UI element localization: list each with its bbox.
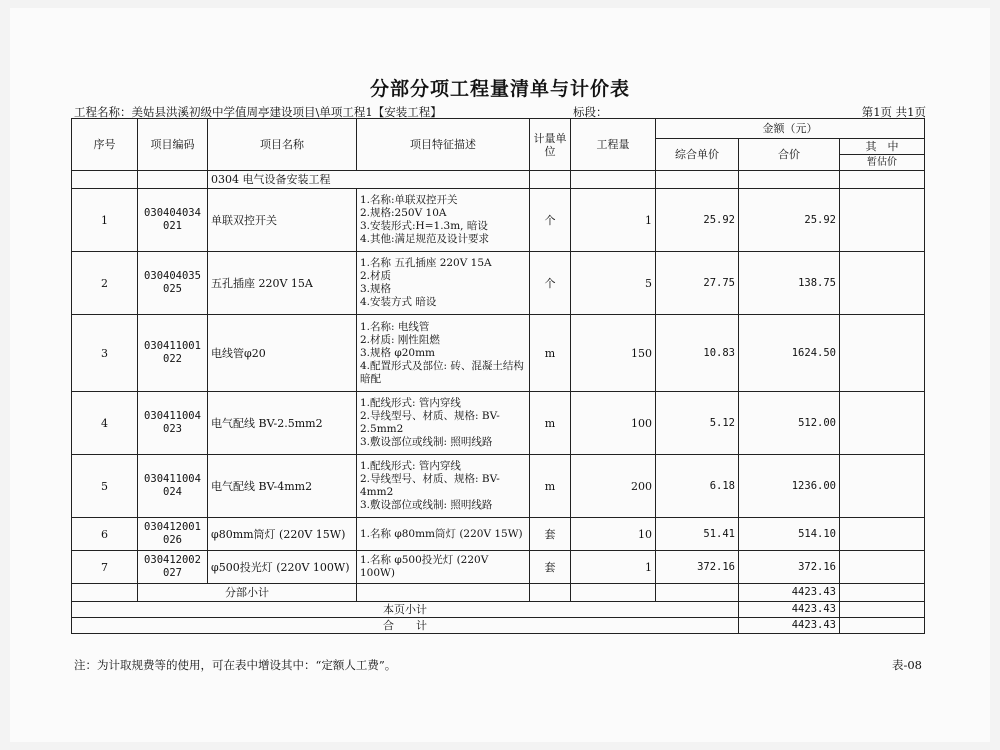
row-name: 电气配线 BV-2.5mm2 [208,392,357,455]
row-total: 1624.50 [739,315,840,392]
row-name: 电线管φ20 [208,315,357,392]
row-total: 1236.00 [739,455,840,518]
section-title: 0304 电气设备安装工程 [208,171,530,189]
row-code: 030411001022 [138,315,208,392]
row-features: 1.名称:单联双控开关 2.规格:250V 10A 3.安装形式:H=1.3m, 暗设 4.其他:满足规范及设计要求 [357,189,530,252]
header-provisional: 暂估价 [840,155,925,171]
row-unit: m [530,455,571,518]
row-features: 1.名称 五孔插座 220V 15A 2.材质 3.规格 4.安装方式 暗设 [357,252,530,315]
row-index: 7 [72,551,138,584]
row-index: 6 [72,518,138,551]
row-unit-price: 372.16 [656,551,739,584]
row-code: 030411004023 [138,392,208,455]
row-unit-price: 6.18 [656,455,739,518]
header-unit: 计量单位 [530,119,571,171]
row-quantity: 10 [571,518,656,551]
row-features: 1.名称: 电线管 2.材质: 刚性阻燃 3.规格 φ20mm 4.配置形式及部位: 砖、混凝土结构暗配 [357,315,530,392]
row-unit-price: 25.92 [656,189,739,252]
header-total: 合价 [739,139,840,171]
row-unit: 套 [530,518,571,551]
subtotal-label: 分部小计 [138,584,357,602]
table-row [72,315,925,392]
row-index: 4 [72,392,138,455]
row-features: 1.配线形式: 管内穿线 2.导线型号、材质、规格: BV-4mm2 3.敷设部位或线制: 照明线路 [357,455,530,518]
footer-note: 注：为计取规费等的使用，可在表中增设其中：“定额人工费”。 [74,658,397,672]
table-row [72,455,925,518]
row-name: 五孔插座 220V 15A [208,252,357,315]
row-unit-price: 5.12 [656,392,739,455]
row-unit: m [530,392,571,455]
header-unit-price: 综合单价 [656,139,739,171]
row-total: 514.10 [739,518,840,551]
row-unit: 个 [530,252,571,315]
row-name: 电气配线 BV-4mm2 [208,455,357,518]
page-subtotal-label: 本页小计 [72,602,739,618]
bill-table [71,118,925,634]
row-index: 1 [72,189,138,252]
row-index: 3 [72,315,138,392]
row-total: 138.75 [739,252,840,315]
row-name: φ500投光灯 (220V 100W) [208,551,357,584]
row-features: 1.配线形式: 管内穿线 2.导线型号、材质、规格: BV-2.5mm2 3.敷设部位或线制: 照明线路 [357,392,530,455]
row-unit-price: 51.41 [656,518,739,551]
project-name: 工程名称：美姑县洪溪初级中学值周亭建设项目\单项工程1【安装工程】 [74,105,442,119]
row-index: 5 [72,455,138,518]
page-number: 第1页 共1页 [861,105,926,119]
row-unit: 个 [530,189,571,252]
form-number: 表-08 [891,658,922,672]
header-code: 项目编码 [138,119,208,171]
table-row [72,551,925,584]
header-of-which: 其 中 [840,139,925,155]
row-quantity: 150 [571,315,656,392]
header-features: 项目特征描述 [357,119,530,171]
header-name: 项目名称 [208,119,357,171]
row-code: 030412002027 [138,551,208,584]
grand-total-label: 合 计 [72,618,739,634]
row-code: 030412001026 [138,518,208,551]
row-index: 2 [72,252,138,315]
header-index: 序号 [72,119,138,171]
row-unit-price: 10.83 [656,315,739,392]
header-amount: 金额（元） [656,119,925,139]
row-features: 1.名称 φ500投光灯 (220V 100W) [357,551,530,584]
page-title: 分部分项工程量清单与计价表 [369,78,630,100]
row-quantity: 100 [571,392,656,455]
row-code: 030411004024 [138,455,208,518]
row-unit-price: 27.75 [656,252,739,315]
page-subtotal-value: 4423.43 [739,602,840,618]
section-label: 标段： [573,105,608,119]
row-quantity: 200 [571,455,656,518]
row-total: 512.00 [739,392,840,455]
row-name: 单联双控开关 [208,189,357,252]
row-features: 1.名称 φ80mm筒灯 (220V 15W) [357,518,530,551]
subtotal-value: 4423.43 [739,584,840,602]
grand-total-value: 4423.43 [739,618,840,634]
row-quantity: 5 [571,252,656,315]
table-row [72,392,925,455]
table-row [72,518,925,551]
row-name: φ80mm筒灯 (220V 15W) [208,518,357,551]
row-quantity: 1 [571,189,656,252]
table-row [72,252,925,315]
row-total: 372.16 [739,551,840,584]
table-row [72,189,925,252]
row-unit: 套 [530,551,571,584]
header-quantity: 工程量 [571,119,656,171]
row-unit: m [530,315,571,392]
row-code: 030404034021 [138,189,208,252]
row-quantity: 1 [571,551,656,584]
row-total: 25.92 [739,189,840,252]
row-code: 030404035025 [138,252,208,315]
